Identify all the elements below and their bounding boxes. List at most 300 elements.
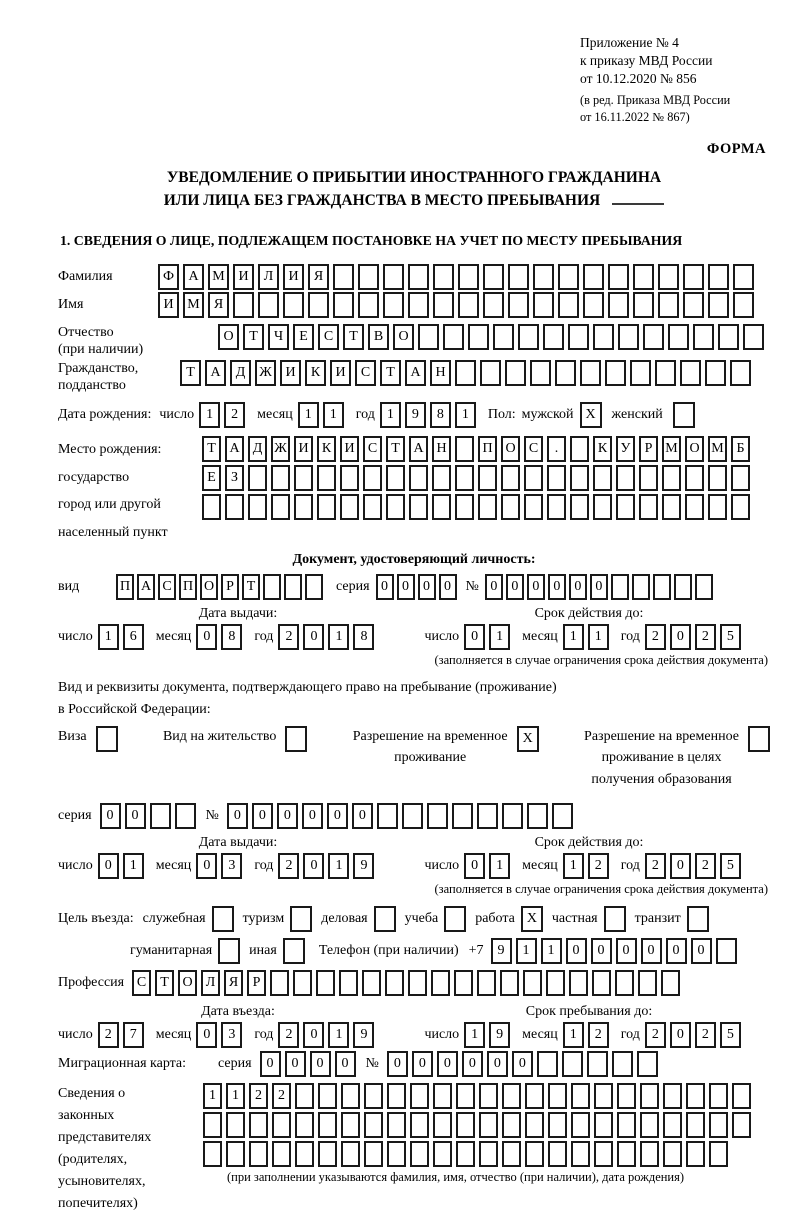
char-cell[interactable] [638, 970, 657, 996]
char-cell[interactable] [333, 292, 354, 318]
char-cell[interactable] [458, 292, 479, 318]
char-cell[interactable]: П [478, 436, 497, 462]
char-cell[interactable]: А [205, 360, 226, 386]
char-cell[interactable] [562, 1051, 583, 1077]
char-cell[interactable] [318, 1083, 337, 1109]
char-cell[interactable] [662, 494, 681, 520]
char-cell[interactable] [570, 465, 589, 491]
char-cell[interactable]: Я [224, 970, 243, 996]
char-cell[interactable] [686, 1141, 705, 1167]
char-cell[interactable] [271, 494, 290, 520]
char-cell[interactable]: 5 [720, 624, 741, 650]
char-cell[interactable]: 3 [221, 1022, 242, 1048]
char-cell[interactable] [548, 1083, 567, 1109]
char-cell[interactable] [175, 803, 196, 829]
char-cell[interactable]: О [178, 970, 197, 996]
char-cell[interactable] [680, 360, 701, 386]
char-cell[interactable]: 1 [588, 624, 609, 650]
char-cell[interactable] [643, 324, 664, 350]
char-cell[interactable]: И [340, 436, 359, 462]
char-cell[interactable] [410, 1112, 429, 1138]
char-cell[interactable]: 1 [328, 853, 349, 879]
char-cell[interactable]: 0 [464, 853, 485, 879]
char-cell[interactable]: 0 [302, 803, 323, 829]
char-cell[interactable] [248, 494, 267, 520]
char-cell[interactable] [294, 494, 313, 520]
char-cell[interactable]: Л [258, 264, 279, 290]
char-cell[interactable] [611, 574, 629, 600]
char-cell[interactable]: 1 [563, 624, 584, 650]
char-cell[interactable] [683, 264, 704, 290]
purpose-work-checkbox[interactable]: X [521, 906, 543, 932]
char-cell[interactable]: . [547, 436, 566, 462]
char-cell[interactable] [408, 264, 429, 290]
char-cell[interactable] [658, 292, 679, 318]
char-cell[interactable] [203, 1141, 222, 1167]
char-cell[interactable] [547, 494, 566, 520]
char-cell[interactable] [732, 1112, 751, 1138]
char-cell[interactable] [733, 292, 754, 318]
char-cell[interactable] [387, 1112, 406, 1138]
char-cell[interactable] [500, 970, 519, 996]
option-residence-permit-checkbox[interactable] [285, 726, 307, 752]
char-cell[interactable]: 1 [464, 1022, 485, 1048]
char-cell[interactable] [653, 574, 671, 600]
char-cell[interactable] [455, 436, 474, 462]
char-cell[interactable] [479, 1141, 498, 1167]
char-cell[interactable] [695, 574, 713, 600]
gender-female-checkbox[interactable] [673, 402, 695, 428]
char-cell[interactable] [547, 465, 566, 491]
char-cell[interactable] [295, 1083, 314, 1109]
char-cell[interactable] [658, 264, 679, 290]
char-cell[interactable]: 1 [203, 1083, 222, 1109]
char-cell[interactable] [640, 1141, 659, 1167]
char-cell[interactable] [533, 264, 554, 290]
char-cell[interactable] [433, 264, 454, 290]
char-cell[interactable] [502, 1112, 521, 1138]
char-cell[interactable] [318, 1112, 337, 1138]
char-cell[interactable] [432, 494, 451, 520]
char-cell[interactable] [402, 803, 423, 829]
char-cell[interactable]: 1 [199, 402, 220, 428]
purpose-private-checkbox[interactable] [604, 906, 626, 932]
char-cell[interactable] [341, 1112, 360, 1138]
char-cell[interactable] [317, 494, 336, 520]
char-cell[interactable]: Т [202, 436, 221, 462]
char-cell[interactable] [686, 1083, 705, 1109]
char-cell[interactable] [709, 1112, 728, 1138]
char-cell[interactable] [525, 1112, 544, 1138]
char-cell[interactable]: 1 [516, 938, 537, 964]
char-cell[interactable] [202, 494, 221, 520]
char-cell[interactable]: 1 [323, 402, 344, 428]
char-cell[interactable]: Ж [255, 360, 276, 386]
char-cell[interactable] [683, 292, 704, 318]
char-cell[interactable] [409, 494, 428, 520]
char-cell[interactable] [594, 1112, 613, 1138]
char-cell[interactable] [456, 1112, 475, 1138]
char-cell[interactable]: Е [202, 465, 221, 491]
char-cell[interactable] [150, 803, 171, 829]
gender-male-checkbox[interactable]: X [580, 402, 602, 428]
char-cell[interactable]: 0 [462, 1051, 483, 1077]
purpose-study-checkbox[interactable] [444, 906, 466, 932]
char-cell[interactable]: 2 [272, 1083, 291, 1109]
char-cell[interactable]: 0 [670, 1022, 691, 1048]
char-cell[interactable]: 0 [327, 803, 348, 829]
char-cell[interactable] [632, 574, 650, 600]
char-cell[interactable] [662, 465, 681, 491]
char-cell[interactable]: 1 [380, 402, 401, 428]
char-cell[interactable] [203, 1112, 222, 1138]
char-cell[interactable]: 1 [541, 938, 562, 964]
char-cell[interactable] [639, 494, 658, 520]
char-cell[interactable] [477, 803, 498, 829]
char-cell[interactable] [502, 1083, 521, 1109]
char-cell[interactable]: 2 [278, 624, 299, 650]
char-cell[interactable] [524, 465, 543, 491]
char-cell[interactable] [508, 264, 529, 290]
char-cell[interactable]: 2 [695, 853, 716, 879]
char-cell[interactable] [731, 465, 750, 491]
char-cell[interactable] [730, 360, 751, 386]
char-cell[interactable]: О [218, 324, 239, 350]
char-cell[interactable] [580, 360, 601, 386]
char-cell[interactable] [505, 360, 526, 386]
char-cell[interactable]: Р [639, 436, 658, 462]
char-cell[interactable]: 3 [221, 853, 242, 879]
char-cell[interactable] [608, 264, 629, 290]
char-cell[interactable]: 0 [125, 803, 146, 829]
char-cell[interactable] [271, 465, 290, 491]
char-cell[interactable] [386, 465, 405, 491]
char-cell[interactable] [483, 264, 504, 290]
char-cell[interactable] [524, 494, 543, 520]
char-cell[interactable] [663, 1083, 682, 1109]
char-cell[interactable]: М [662, 436, 681, 462]
char-cell[interactable] [479, 1083, 498, 1109]
char-cell[interactable] [617, 1141, 636, 1167]
char-cell[interactable] [570, 436, 589, 462]
char-cell[interactable]: 2 [645, 1022, 666, 1048]
char-cell[interactable] [225, 494, 244, 520]
char-cell[interactable]: Ж [271, 436, 290, 462]
char-cell[interactable] [363, 494, 382, 520]
char-cell[interactable] [548, 1112, 567, 1138]
char-cell[interactable] [363, 465, 382, 491]
char-cell[interactable] [358, 264, 379, 290]
char-cell[interactable] [456, 1083, 475, 1109]
char-cell[interactable] [364, 1112, 383, 1138]
char-cell[interactable]: С [355, 360, 376, 386]
char-cell[interactable] [226, 1141, 245, 1167]
char-cell[interactable] [552, 803, 573, 829]
char-cell[interactable]: Я [308, 264, 329, 290]
char-cell[interactable] [733, 264, 754, 290]
char-cell[interactable]: Я [208, 292, 229, 318]
char-cell[interactable] [226, 1112, 245, 1138]
char-cell[interactable] [655, 360, 676, 386]
char-cell[interactable] [502, 803, 523, 829]
char-cell[interactable]: 9 [353, 853, 374, 879]
char-cell[interactable] [477, 970, 496, 996]
char-cell[interactable]: 0 [196, 624, 217, 650]
char-cell[interactable]: 0 [412, 1051, 433, 1077]
char-cell[interactable] [530, 360, 551, 386]
char-cell[interactable]: 0 [310, 1051, 331, 1077]
char-cell[interactable] [570, 494, 589, 520]
char-cell[interactable] [537, 1051, 558, 1077]
char-cell[interactable] [455, 465, 474, 491]
char-cell[interactable] [455, 360, 476, 386]
char-cell[interactable] [294, 465, 313, 491]
char-cell[interactable] [558, 264, 579, 290]
char-cell[interactable] [548, 1141, 567, 1167]
char-cell[interactable] [433, 1083, 452, 1109]
char-cell[interactable]: Р [221, 574, 239, 600]
char-cell[interactable] [284, 574, 302, 600]
char-cell[interactable] [383, 264, 404, 290]
char-cell[interactable] [612, 1051, 633, 1077]
char-cell[interactable]: 0 [512, 1051, 533, 1077]
char-cell[interactable]: 1 [489, 624, 510, 650]
char-cell[interactable] [341, 1083, 360, 1109]
char-cell[interactable]: 0 [641, 938, 662, 964]
char-cell[interactable] [408, 970, 427, 996]
char-cell[interactable]: 0 [285, 1051, 306, 1077]
char-cell[interactable]: 8 [353, 624, 374, 650]
char-cell[interactable]: А [405, 360, 426, 386]
char-cell[interactable]: 0 [487, 1051, 508, 1077]
char-cell[interactable] [410, 1083, 429, 1109]
char-cell[interactable] [432, 465, 451, 491]
char-cell[interactable]: 0 [260, 1051, 281, 1077]
char-cell[interactable] [640, 1112, 659, 1138]
char-cell[interactable]: К [305, 360, 326, 386]
char-cell[interactable]: 1 [328, 624, 349, 650]
char-cell[interactable] [317, 465, 336, 491]
char-cell[interactable] [708, 465, 727, 491]
char-cell[interactable]: 0 [485, 574, 503, 600]
char-cell[interactable] [431, 970, 450, 996]
char-cell[interactable]: И [233, 264, 254, 290]
char-cell[interactable]: 0 [196, 853, 217, 879]
purpose-other-checkbox[interactable] [283, 938, 305, 964]
char-cell[interactable] [283, 292, 304, 318]
char-cell[interactable]: 0 [98, 853, 119, 879]
char-cell[interactable]: О [685, 436, 704, 462]
char-cell[interactable] [410, 1141, 429, 1167]
char-cell[interactable] [387, 1083, 406, 1109]
char-cell[interactable]: 8 [430, 402, 451, 428]
char-cell[interactable] [583, 264, 604, 290]
char-cell[interactable]: 9 [405, 402, 426, 428]
char-cell[interactable]: О [393, 324, 414, 350]
char-cell[interactable] [558, 292, 579, 318]
char-cell[interactable]: Т [386, 436, 405, 462]
purpose-business-checkbox[interactable] [374, 906, 396, 932]
char-cell[interactable]: 0 [100, 803, 121, 829]
char-cell[interactable]: 0 [464, 624, 485, 650]
char-cell[interactable] [478, 494, 497, 520]
char-cell[interactable] [258, 292, 279, 318]
char-cell[interactable] [593, 494, 612, 520]
char-cell[interactable] [639, 465, 658, 491]
char-cell[interactable] [433, 1141, 452, 1167]
char-cell[interactable] [583, 292, 604, 318]
char-cell[interactable]: 1 [563, 853, 584, 879]
char-cell[interactable]: 2 [98, 1022, 119, 1048]
char-cell[interactable] [525, 1083, 544, 1109]
char-cell[interactable] [263, 574, 281, 600]
char-cell[interactable]: З [225, 465, 244, 491]
char-cell[interactable] [685, 494, 704, 520]
char-cell[interactable] [637, 1051, 658, 1077]
char-cell[interactable] [305, 574, 323, 600]
char-cell[interactable]: П [116, 574, 134, 600]
char-cell[interactable] [377, 803, 398, 829]
char-cell[interactable]: А [409, 436, 428, 462]
char-cell[interactable]: И [158, 292, 179, 318]
char-cell[interactable]: А [137, 574, 155, 600]
char-cell[interactable] [633, 264, 654, 290]
char-cell[interactable]: 0 [303, 853, 324, 879]
char-cell[interactable]: 0 [252, 803, 273, 829]
char-cell[interactable] [272, 1141, 291, 1167]
char-cell[interactable] [571, 1141, 590, 1167]
option-temp-residence-education-checkbox[interactable] [748, 726, 770, 752]
char-cell[interactable]: 2 [645, 853, 666, 879]
char-cell[interactable] [709, 1083, 728, 1109]
purpose-transit-checkbox[interactable] [687, 906, 709, 932]
char-cell[interactable] [617, 1083, 636, 1109]
char-cell[interactable] [593, 465, 612, 491]
char-cell[interactable] [454, 970, 473, 996]
char-cell[interactable]: 2 [278, 853, 299, 879]
char-cell[interactable]: И [330, 360, 351, 386]
char-cell[interactable]: С [363, 436, 382, 462]
char-cell[interactable]: Л [201, 970, 220, 996]
char-cell[interactable] [308, 292, 329, 318]
char-cell[interactable] [408, 292, 429, 318]
char-cell[interactable] [708, 264, 729, 290]
char-cell[interactable]: 1 [123, 853, 144, 879]
char-cell[interactable]: 1 [455, 402, 476, 428]
char-cell[interactable]: 0 [670, 624, 691, 650]
char-cell[interactable] [479, 1112, 498, 1138]
char-cell[interactable]: 2 [695, 624, 716, 650]
char-cell[interactable]: 8 [221, 624, 242, 650]
char-cell[interactable] [705, 360, 726, 386]
char-cell[interactable]: Т [180, 360, 201, 386]
char-cell[interactable] [433, 1112, 452, 1138]
char-cell[interactable]: И [283, 264, 304, 290]
char-cell[interactable]: М [708, 436, 727, 462]
char-cell[interactable]: 0 [439, 574, 457, 600]
char-cell[interactable] [427, 803, 448, 829]
option-visa-checkbox[interactable] [96, 726, 118, 752]
char-cell[interactable] [501, 465, 520, 491]
char-cell[interactable]: 0 [227, 803, 248, 829]
char-cell[interactable] [341, 1141, 360, 1167]
char-cell[interactable] [295, 1112, 314, 1138]
char-cell[interactable] [480, 360, 501, 386]
char-cell[interactable] [418, 324, 439, 350]
char-cell[interactable]: Д [230, 360, 251, 386]
char-cell[interactable]: Т [380, 360, 401, 386]
char-cell[interactable] [685, 465, 704, 491]
char-cell[interactable] [569, 970, 588, 996]
char-cell[interactable] [409, 465, 428, 491]
char-cell[interactable] [605, 360, 626, 386]
char-cell[interactable]: О [200, 574, 218, 600]
char-cell[interactable]: И [280, 360, 301, 386]
char-cell[interactable] [617, 1112, 636, 1138]
char-cell[interactable] [533, 292, 554, 318]
char-cell[interactable] [608, 292, 629, 318]
char-cell[interactable]: 1 [489, 853, 510, 879]
char-cell[interactable] [452, 803, 473, 829]
char-cell[interactable] [716, 938, 737, 964]
char-cell[interactable] [249, 1112, 268, 1138]
char-cell[interactable] [732, 1083, 751, 1109]
char-cell[interactable] [340, 465, 359, 491]
char-cell[interactable] [593, 324, 614, 350]
char-cell[interactable]: Р [247, 970, 266, 996]
char-cell[interactable]: 1 [328, 1022, 349, 1048]
char-cell[interactable]: 0 [397, 574, 415, 600]
char-cell[interactable] [594, 1141, 613, 1167]
char-cell[interactable]: 0 [352, 803, 373, 829]
char-cell[interactable]: 0 [548, 574, 566, 600]
char-cell[interactable]: Т [343, 324, 364, 350]
char-cell[interactable] [618, 324, 639, 350]
char-cell[interactable] [616, 494, 635, 520]
char-cell[interactable]: 2 [695, 1022, 716, 1048]
char-cell[interactable] [555, 360, 576, 386]
char-cell[interactable] [249, 1141, 268, 1167]
char-cell[interactable]: 0 [527, 574, 545, 600]
char-cell[interactable]: 5 [720, 1022, 741, 1048]
char-cell[interactable]: Н [432, 436, 451, 462]
char-cell[interactable]: А [183, 264, 204, 290]
char-cell[interactable] [543, 324, 564, 350]
char-cell[interactable]: С [158, 574, 176, 600]
char-cell[interactable] [633, 292, 654, 318]
char-cell[interactable]: 9 [491, 938, 512, 964]
char-cell[interactable]: 2 [588, 853, 609, 879]
char-cell[interactable] [663, 1112, 682, 1138]
char-cell[interactable]: 0 [616, 938, 637, 964]
char-cell[interactable] [478, 465, 497, 491]
char-cell[interactable] [272, 1112, 291, 1138]
char-cell[interactable]: 0 [691, 938, 712, 964]
char-cell[interactable] [493, 324, 514, 350]
char-cell[interactable]: 9 [489, 1022, 510, 1048]
char-cell[interactable]: Б [731, 436, 750, 462]
char-cell[interactable]: С [524, 436, 543, 462]
char-cell[interactable]: 0 [506, 574, 524, 600]
char-cell[interactable]: 0 [196, 1022, 217, 1048]
char-cell[interactable]: 1 [98, 624, 119, 650]
char-cell[interactable]: 0 [590, 574, 608, 600]
char-cell[interactable] [270, 970, 289, 996]
char-cell[interactable] [674, 574, 692, 600]
char-cell[interactable] [525, 1141, 544, 1167]
char-cell[interactable] [616, 465, 635, 491]
char-cell[interactable] [386, 494, 405, 520]
